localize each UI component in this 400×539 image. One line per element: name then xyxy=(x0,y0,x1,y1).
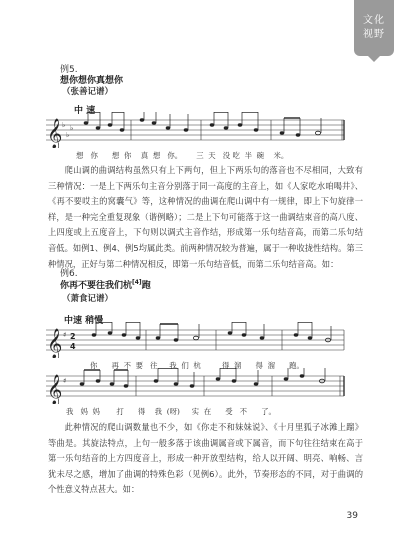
example6-title xyxy=(60,278,151,291)
example6-label: 例6. xyxy=(60,269,78,279)
example6-tempo: 中速 稍慢 xyxy=(64,316,104,326)
example6-staff-1 xyxy=(46,322,346,358)
example6-title-text: 你再不要往我们杭 xyxy=(60,281,133,291)
section-tab-line1: 文化 xyxy=(363,15,385,26)
example6-lyrics-2: 我 妈 妈 打 得 我 (呀) 实 在 受 不 了。 xyxy=(66,407,276,416)
example5-notes xyxy=(84,118,321,136)
treble-clef-icon: 𝄞 xyxy=(47,119,63,148)
svg-text:♭: ♭ xyxy=(62,121,66,129)
paragraph-2: 此种情况的爬山调数量也不少，如《你走不和妹妹说》、《十月里狐子冰滩上蹓》等曲是。其旋法特点，上句一般多落于该曲调属音或下属音，而下句往往结束在高于第一乐句结音的上方四度音上，形成一种开放型结构，给人以开阔、明亮、响畅、言犹未尽之感，增加了曲调的特殊色彩（见例6）。此外，节奏形态的不同，对于曲调的个性意义特点甚大。如： xyxy=(48,422,363,495)
key-signature-icon: ♯ xyxy=(63,377,67,385)
example6-staff-2 xyxy=(46,368,346,404)
example6-credit: （萧食记谱） xyxy=(62,294,114,304)
section-tab-line2: 视野 xyxy=(363,29,385,40)
example5-label: 例5. xyxy=(60,65,78,75)
paragraph-1: 爬山调的曲调结构虽然只有上下两句，但上下两乐句的落音也不尽相同，大致有三种情况：一是上下两乐句主音分别落于同一高度的主音上，如《人家吃水咱喝井》、《再不要哎主的窝囊气》等，这种情况的曲调在爬山调中有一规律，即上下句旋律一样，是一种完全重复现象（谐例略）；二是上下句可能落于这一曲调结束音的高八度、上四度或上五度音上，下句则以调式主音作结，形成第一乐句结音高，而第二乐句结音低。如例1、例4、例5均属此类。前两种情况较为普遍，属于一种收拢性结构。第三种情况，正好与第二种情况相反，即第一乐句结音低，而第二乐句结音高。如： xyxy=(48,165,363,269)
svg-text:♭: ♭ xyxy=(66,131,70,139)
treble-clef-icon: 𝄞 xyxy=(47,329,63,358)
example5-lyrics: 想 你 想 你 真 想 你。 三 天 没 吃 半 碗 米。 xyxy=(76,151,289,160)
example5-title: 想你想你真想你 xyxy=(60,76,124,86)
example5-staff xyxy=(46,112,346,148)
example6-title-end: 跑 xyxy=(141,281,151,291)
treble-clef-icon: 𝄞 xyxy=(47,375,63,404)
page-number: 39 xyxy=(346,511,358,521)
key-signature-icon: ♯ xyxy=(63,331,67,339)
section-tab xyxy=(354,0,394,56)
time-signature-top: 2 xyxy=(70,332,76,341)
example6-lyrics-1: 你 再 不 要 往 我 们 杭 得 溜 得 溜 跑。 xyxy=(90,361,304,370)
example6-title-ref: [4] xyxy=(132,279,142,286)
example5-credit: （张善记谱） xyxy=(62,87,114,97)
time-signature-bottom: 4 xyxy=(70,342,76,351)
example5-tempo: 中 速 xyxy=(74,106,96,116)
svg-text:♭: ♭ xyxy=(70,124,74,132)
